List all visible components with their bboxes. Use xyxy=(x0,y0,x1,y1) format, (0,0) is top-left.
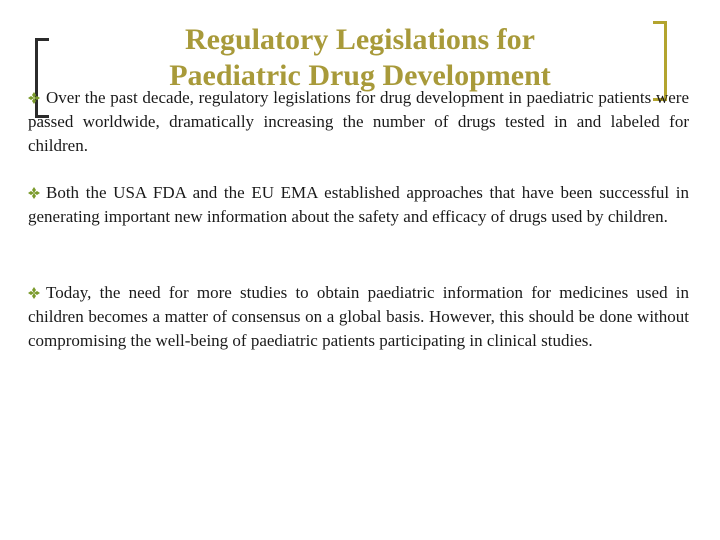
title-line-2: Paediatric Drug Development xyxy=(169,59,551,92)
diamond-bullet-icon xyxy=(28,187,40,199)
diamond-bullet-icon xyxy=(28,287,40,299)
bullet-paragraph-1 xyxy=(28,86,689,158)
bullet-text-3: Today, the need for more studies to obtain paediatric information for medicines used in children becomes a matter of consensus on a global basis. However, this should be done without compromising the well-being of paediatric patients participating in clinical studies. xyxy=(28,283,689,350)
title-line-1: Regulatory Legislations for xyxy=(185,23,535,56)
bullet-paragraph-3 xyxy=(28,281,689,353)
diamond-bullet-icon xyxy=(28,92,40,104)
bullet-text-2: Both the USA FDA and the EU EMA established approaches that have been successful in generating important new information about the safety and efficacy of drugs used by children. xyxy=(28,183,689,226)
bullet-text-1: Over the past decade, regulatory legislations for drug development in paediatric patients were passed worldwide, dramatically increasing the number of drugs tested in and labeled for children. xyxy=(28,88,689,155)
bullet-paragraph-2 xyxy=(28,181,689,229)
slide-title xyxy=(0,22,720,94)
